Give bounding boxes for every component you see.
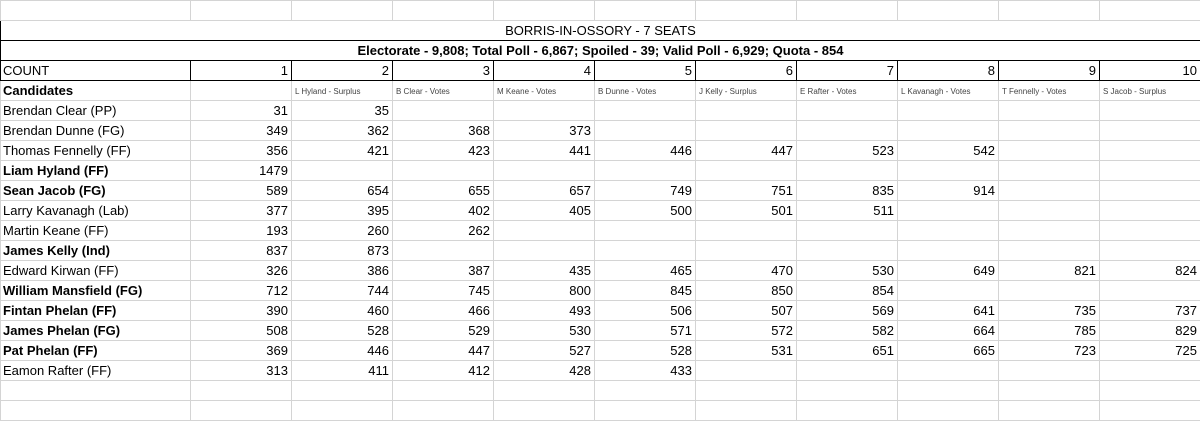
vote-cell: 349 <box>191 121 292 141</box>
candidate-name: Thomas Fennelly (FF) <box>1 141 191 161</box>
vote-cell: 31 <box>191 101 292 121</box>
vote-cell: 470 <box>696 261 797 281</box>
candidate-row <box>1 321 1200 341</box>
candidate-row <box>1 281 1200 301</box>
vote-cell: 712 <box>191 281 292 301</box>
candidate-row <box>1 101 1200 121</box>
vote-cell: 528 <box>292 321 393 341</box>
vote-cell: 433 <box>595 361 696 381</box>
count-number: 6 <box>696 61 797 81</box>
vote-cell <box>1100 221 1200 241</box>
vote-cell: 664 <box>898 321 999 341</box>
candidate-row <box>1 201 1200 221</box>
vote-cell: 193 <box>191 221 292 241</box>
vote-cell: 571 <box>595 321 696 341</box>
vote-cell <box>999 141 1100 161</box>
candidate-row <box>1 341 1200 361</box>
vote-cell: 723 <box>999 341 1100 361</box>
vote-cell: 725 <box>1100 341 1200 361</box>
vote-cell: 529 <box>393 321 494 341</box>
vote-cell <box>1100 101 1200 121</box>
vote-cell: 744 <box>292 281 393 301</box>
count-number: 7 <box>797 61 898 81</box>
vote-cell: 649 <box>898 261 999 281</box>
vote-cell <box>898 241 999 261</box>
vote-cell: 412 <box>393 361 494 381</box>
vote-cell <box>696 241 797 261</box>
sheet-title: BORRIS-IN-OSSORY - 7 SEATS <box>1 21 1200 41</box>
vote-cell: 313 <box>191 361 292 381</box>
vote-cell: 657 <box>494 181 595 201</box>
vote-cell <box>999 241 1100 261</box>
vote-cell: 745 <box>393 281 494 301</box>
transfer-header-row <box>1 81 1200 101</box>
candidate-row <box>1 181 1200 201</box>
candidate-row <box>1 361 1200 381</box>
vote-cell <box>1100 141 1200 161</box>
candidate-row <box>1 221 1200 241</box>
candidate-name: Brendan Clear (PP) <box>1 101 191 121</box>
transfer-description: E Rafter - Votes <box>797 81 898 101</box>
vote-cell: 654 <box>292 181 393 201</box>
vote-cell: 377 <box>191 201 292 221</box>
vote-cell <box>494 161 595 181</box>
transfer-description: M Keane - Votes <box>494 81 595 101</box>
vote-cell: 402 <box>393 201 494 221</box>
vote-cell <box>595 221 696 241</box>
vote-cell: 446 <box>595 141 696 161</box>
vote-cell <box>292 161 393 181</box>
vote-cell: 423 <box>393 141 494 161</box>
vote-cell <box>494 101 595 121</box>
vote-cell: 500 <box>595 201 696 221</box>
vote-cell: 542 <box>898 141 999 161</box>
vote-cell <box>898 161 999 181</box>
vote-cell <box>898 201 999 221</box>
vote-cell <box>999 121 1100 141</box>
candidate-name: Sean Jacob (FG) <box>1 181 191 201</box>
vote-cell: 441 <box>494 141 595 161</box>
vote-cell <box>393 101 494 121</box>
transfer-description: B Clear - Votes <box>393 81 494 101</box>
vote-cell: 800 <box>494 281 595 301</box>
vote-cell: 262 <box>393 221 494 241</box>
candidate-name: Fintan Phelan (FF) <box>1 301 191 321</box>
vote-cell <box>999 161 1100 181</box>
vote-cell <box>999 101 1100 121</box>
count-number: 3 <box>393 61 494 81</box>
vote-cell: 821 <box>999 261 1100 281</box>
vote-cell <box>1100 181 1200 201</box>
vote-cell: 373 <box>494 121 595 141</box>
vote-cell: 428 <box>494 361 595 381</box>
vote-cell: 507 <box>696 301 797 321</box>
vote-cell: 508 <box>191 321 292 341</box>
vote-cell <box>494 221 595 241</box>
candidate-row <box>1 161 1200 181</box>
vote-cell: 829 <box>1100 321 1200 341</box>
vote-cell: 1479 <box>191 161 292 181</box>
transfer-description <box>191 81 292 101</box>
vote-cell: 368 <box>393 121 494 141</box>
vote-cell: 837 <box>191 241 292 261</box>
count-number: 2 <box>292 61 393 81</box>
transfer-description: J Kelly - Surplus <box>696 81 797 101</box>
vote-cell: 651 <box>797 341 898 361</box>
vote-cell <box>393 161 494 181</box>
candidate-row <box>1 241 1200 261</box>
vote-cell: 641 <box>898 301 999 321</box>
vote-cell: 493 <box>494 301 595 321</box>
vote-cell <box>797 121 898 141</box>
vote-cell <box>898 221 999 241</box>
blank-top-row <box>1 1 1200 21</box>
vote-cell: 850 <box>696 281 797 301</box>
candidate-name: Brendan Dunne (FG) <box>1 121 191 141</box>
vote-cell: 845 <box>595 281 696 301</box>
vote-cell: 511 <box>797 201 898 221</box>
vote-cell <box>898 101 999 121</box>
vote-cell: 447 <box>696 141 797 161</box>
vote-cell: 531 <box>696 341 797 361</box>
vote-cell: 405 <box>494 201 595 221</box>
candidate-name: Liam Hyland (FF) <box>1 161 191 181</box>
vote-cell: 390 <box>191 301 292 321</box>
vote-cell: 446 <box>292 341 393 361</box>
candidate-name: Pat Phelan (FF) <box>1 341 191 361</box>
candidate-row <box>1 121 1200 141</box>
candidate-row <box>1 301 1200 321</box>
vote-cell: 260 <box>292 221 393 241</box>
vote-cell: 387 <box>393 261 494 281</box>
vote-cell <box>1100 361 1200 381</box>
vote-cell: 506 <box>595 301 696 321</box>
vote-cell <box>595 101 696 121</box>
vote-cell: 523 <box>797 141 898 161</box>
vote-cell <box>696 121 797 141</box>
vote-cell: 655 <box>393 181 494 201</box>
vote-cell: 665 <box>898 341 999 361</box>
vote-cell: 569 <box>797 301 898 321</box>
transfer-description: B Dunne - Votes <box>595 81 696 101</box>
transfer-description: T Fennelly - Votes <box>999 81 1100 101</box>
vote-cell: 785 <box>999 321 1100 341</box>
count-number: 4 <box>494 61 595 81</box>
vote-cell <box>696 161 797 181</box>
candidates-label: Candidates <box>1 81 191 101</box>
vote-cell: 460 <box>292 301 393 321</box>
vote-cell <box>797 101 898 121</box>
candidate-name: Eamon Rafter (FF) <box>1 361 191 381</box>
vote-cell <box>696 361 797 381</box>
vote-cell <box>696 221 797 241</box>
vote-cell: 530 <box>494 321 595 341</box>
vote-cell <box>1100 281 1200 301</box>
vote-cell: 735 <box>999 301 1100 321</box>
vote-cell <box>797 221 898 241</box>
vote-cell <box>999 221 1100 241</box>
candidate-row <box>1 141 1200 161</box>
subtitle-row <box>1 41 1200 61</box>
count-number: 10 <box>1100 61 1200 81</box>
vote-cell: 854 <box>797 281 898 301</box>
vote-cell <box>393 241 494 261</box>
vote-cell: 835 <box>797 181 898 201</box>
blank-row <box>1 401 1200 421</box>
vote-cell: 914 <box>898 181 999 201</box>
vote-cell: 435 <box>494 261 595 281</box>
vote-cell <box>595 121 696 141</box>
vote-cell: 572 <box>696 321 797 341</box>
vote-cell <box>898 281 999 301</box>
vote-cell <box>999 181 1100 201</box>
vote-cell: 465 <box>595 261 696 281</box>
candidate-name: James Kelly (Ind) <box>1 241 191 261</box>
transfer-description: L Kavanagh - Votes <box>898 81 999 101</box>
candidate-name: Larry Kavanagh (Lab) <box>1 201 191 221</box>
vote-cell: 501 <box>696 201 797 221</box>
count-header-row <box>1 61 1200 81</box>
vote-cell: 527 <box>494 341 595 361</box>
vote-cell: 356 <box>191 141 292 161</box>
vote-cell <box>999 201 1100 221</box>
transfer-description: L Hyland - Surplus <box>292 81 393 101</box>
vote-cell: 386 <box>292 261 393 281</box>
vote-cell: 395 <box>292 201 393 221</box>
candidate-name: James Phelan (FG) <box>1 321 191 341</box>
vote-cell: 326 <box>191 261 292 281</box>
count-number: 1 <box>191 61 292 81</box>
vote-cell <box>797 361 898 381</box>
candidate-name: Martin Keane (FF) <box>1 221 191 241</box>
vote-cell: 589 <box>191 181 292 201</box>
vote-cell: 737 <box>1100 301 1200 321</box>
vote-cell: 362 <box>292 121 393 141</box>
vote-cell <box>494 241 595 261</box>
vote-cell: 447 <box>393 341 494 361</box>
vote-cell <box>1100 241 1200 261</box>
count-number: 8 <box>898 61 999 81</box>
candidate-name: William Mansfield (FG) <box>1 281 191 301</box>
vote-cell <box>1100 161 1200 181</box>
vote-cell <box>595 161 696 181</box>
vote-cell <box>898 121 999 141</box>
transfer-description: S Jacob - Surplus <box>1100 81 1200 101</box>
vote-cell <box>1100 201 1200 221</box>
count-number: 9 <box>999 61 1100 81</box>
vote-cell <box>797 241 898 261</box>
candidate-name: Edward Kirwan (FF) <box>1 261 191 281</box>
candidate-row <box>1 261 1200 281</box>
vote-cell: 582 <box>797 321 898 341</box>
count-label: COUNT <box>1 61 191 81</box>
vote-cell <box>999 281 1100 301</box>
vote-cell <box>595 241 696 261</box>
vote-cell: 466 <box>393 301 494 321</box>
count-number: 5 <box>595 61 696 81</box>
vote-cell: 824 <box>1100 261 1200 281</box>
vote-cell <box>696 101 797 121</box>
vote-cell <box>999 361 1100 381</box>
sheet-subtitle: Electorate - 9,808; Total Poll - 6,867; Spoiled - 39; Valid Poll - 6,929; Quota - 854 <box>1 41 1200 61</box>
blank-row <box>1 381 1200 401</box>
vote-cell: 411 <box>292 361 393 381</box>
vote-cell: 35 <box>292 101 393 121</box>
vote-cell: 421 <box>292 141 393 161</box>
vote-cell: 873 <box>292 241 393 261</box>
title-row <box>1 21 1200 41</box>
vote-cell: 749 <box>595 181 696 201</box>
vote-cell: 369 <box>191 341 292 361</box>
vote-cell: 528 <box>595 341 696 361</box>
vote-cell <box>797 161 898 181</box>
vote-cell <box>898 361 999 381</box>
vote-cell <box>1100 121 1200 141</box>
vote-cell: 751 <box>696 181 797 201</box>
vote-cell: 530 <box>797 261 898 281</box>
